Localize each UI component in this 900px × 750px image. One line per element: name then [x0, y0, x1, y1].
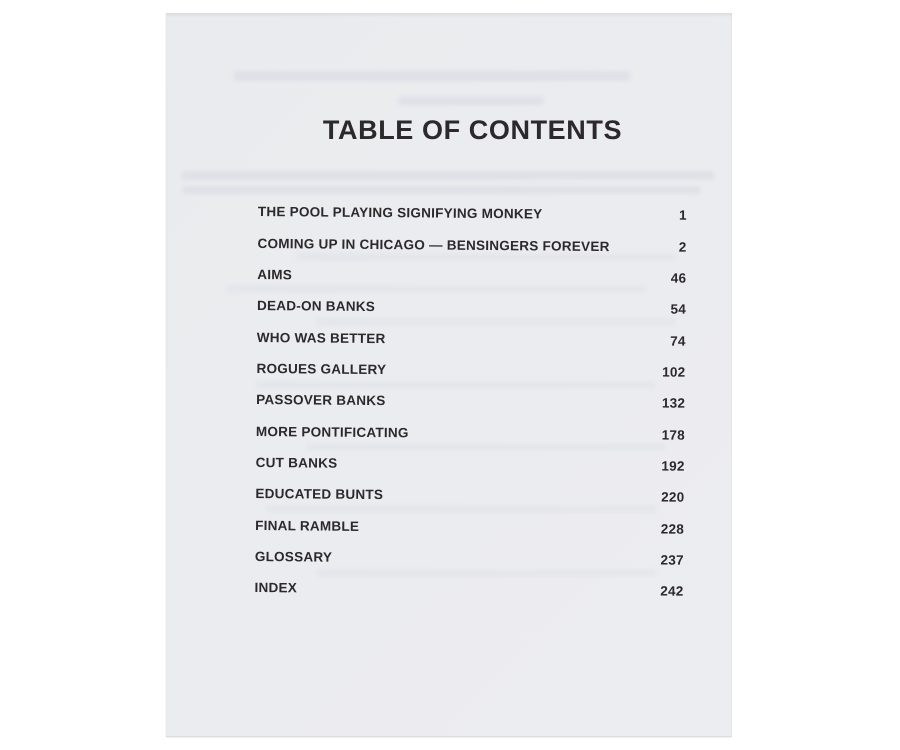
- toc-entry-label: AIMS: [257, 266, 293, 283]
- bleed-through-line: [182, 171, 714, 180]
- toc-entry-page-number: 1: [679, 207, 687, 223]
- toc-entry-page-number: 132: [661, 395, 686, 411]
- page-title: TABLE OF CONTENTS: [322, 115, 623, 145]
- bleed-through-line: [234, 71, 630, 81]
- toc-entry-label: ROGUES GALLERY: [256, 360, 387, 378]
- toc-entry-label: MORE PONTIFICATING: [255, 423, 409, 440]
- toc-entry: [258, 196, 687, 231]
- toc-entry-label: FINAL RAMBLE: [255, 517, 360, 534]
- toc-entry-page-number: 178: [661, 427, 685, 443]
- toc-entry-page-number: 220: [661, 489, 685, 505]
- toc-entry: [257, 290, 686, 325]
- toc-entry-label: WHO WAS BETTER: [256, 329, 386, 346]
- toc-entry-label: DEAD-ON BANKS: [256, 298, 376, 315]
- toc-entry-label: INDEX: [254, 580, 298, 596]
- bleed-through-line: [398, 97, 544, 105]
- toc-entry: [257, 259, 686, 294]
- toc-entry-label: COMING UP IN CHICAGO — BENSINGERS FOREVER: [257, 235, 610, 254]
- toc-entry: [255, 478, 684, 513]
- toc-entry-page-number: 46: [670, 270, 687, 286]
- toc-list: [254, 196, 687, 607]
- toc-entry: [256, 415, 685, 450]
- toc-entry-page-number: 242: [660, 583, 684, 600]
- toc-entry-page-number: 102: [662, 364, 686, 380]
- toc-entry-label: THE POOL PLAYING SIGNIFYING MONKEY: [257, 204, 543, 222]
- toc-entry-label: GLOSSARY: [254, 548, 333, 565]
- toc-entry: [257, 227, 686, 262]
- toc-entry: [257, 321, 686, 356]
- toc-entry-page-number: 2: [678, 239, 687, 255]
- toc-entry: [254, 572, 683, 607]
- toc-entry-label: EDUCATED BUNTS: [255, 486, 384, 503]
- toc-entry-label: PASSOVER BANKS: [256, 392, 386, 409]
- toc-entry: [256, 384, 685, 419]
- book-page: [166, 13, 732, 737]
- toc-entry: [256, 353, 685, 388]
- toc-entry-page-number: 74: [670, 333, 686, 349]
- toc-entry-page-number: 192: [661, 458, 685, 474]
- toc-entry: [256, 447, 685, 482]
- toc-entry: [255, 509, 684, 544]
- toc-entry-page-number: 237: [660, 552, 684, 568]
- toc-entry-page-number: 228: [660, 521, 685, 537]
- bleed-through-line: [182, 186, 700, 194]
- toc-entry-page-number: 54: [670, 301, 687, 317]
- toc-entry: [255, 541, 684, 576]
- toc-entry-label: CUT BANKS: [255, 454, 338, 471]
